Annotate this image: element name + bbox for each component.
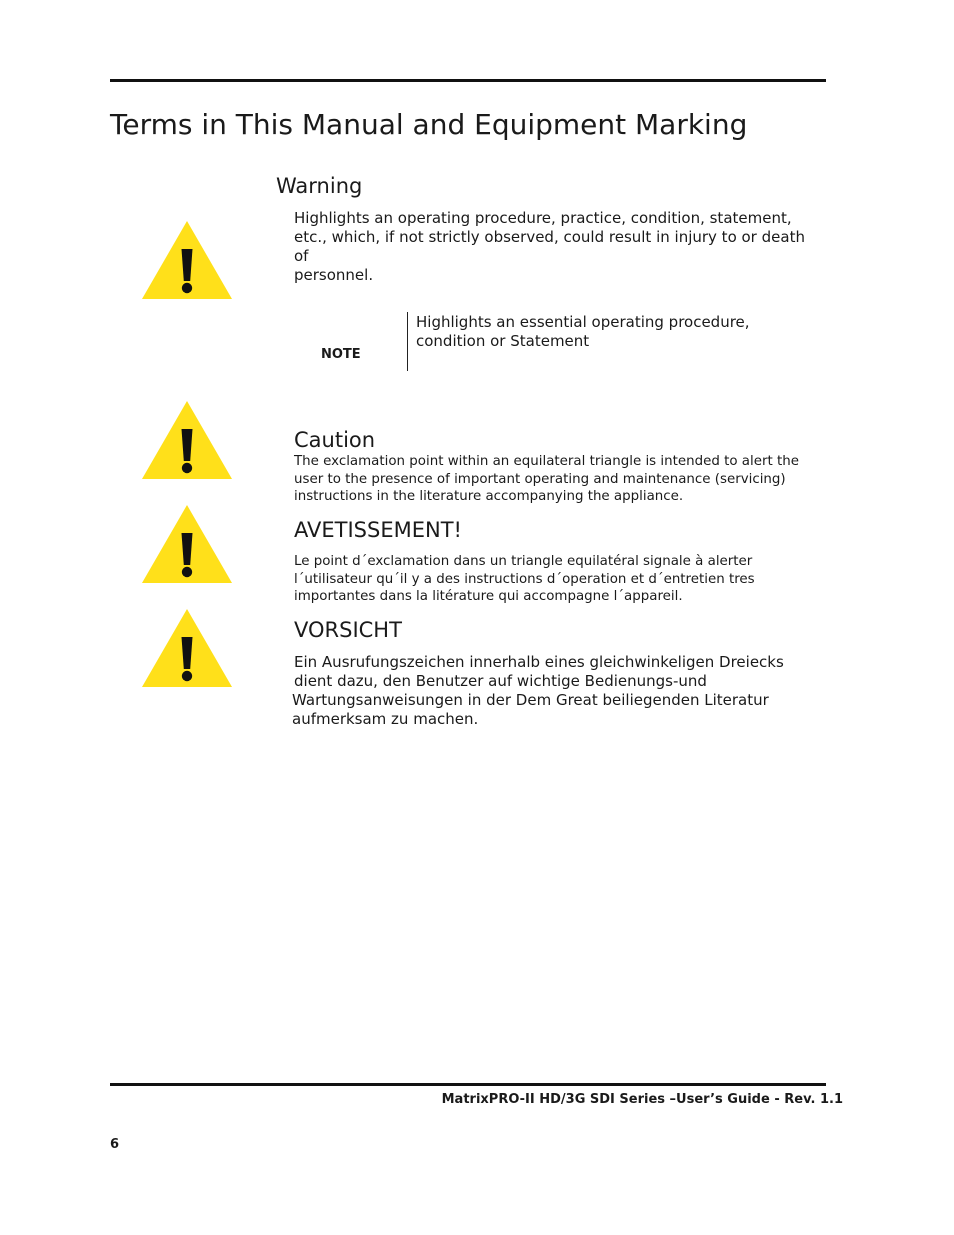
- vorsicht-line: Ein Ausrufungszeichen innerhalb eines gleichwinkeligen Dreiecks: [294, 653, 784, 671]
- footer-guide-title: MatrixPRO-II HD/3G SDI Series –User’s Guide - Rev. 1.1: [441, 1092, 843, 1107]
- warning-triangle-icon: [142, 221, 232, 299]
- page-number: 6: [110, 1137, 120, 1152]
- note-label: NOTE: [321, 347, 361, 362]
- vorsicht-line: aufmerksam zu machen.: [292, 710, 479, 728]
- vorsicht-heading: VORSICHT: [294, 618, 402, 642]
- footer-rule: [110, 1083, 826, 1086]
- caution-triangle-icon: [142, 401, 232, 479]
- caution-line: user to the presence of important operating and maintenance (servicing): [294, 471, 786, 487]
- note-divider: [407, 312, 408, 371]
- caution-text: [294, 453, 799, 506]
- avertissement-triangle-icon: [142, 505, 232, 583]
- warning-text: [294, 209, 805, 285]
- avertissement-heading: AVETISSEMENT!: [294, 518, 462, 542]
- warning-heading: Warning: [276, 174, 363, 198]
- warning-line: etc., which, if not strictly observed, could result in injury to or death: [294, 228, 805, 246]
- caution-heading: Caution: [294, 428, 376, 452]
- vorsicht-text: [294, 653, 784, 729]
- avertissement-line: importantes dans la litérature qui accompagne l´appareil.: [294, 589, 683, 604]
- warning-line: personnel.: [294, 266, 374, 284]
- vorsicht-triangle-icon: [142, 609, 232, 687]
- vorsicht-line: dient dazu, den Benutzer auf wichtige Bedienungs-und: [294, 672, 707, 690]
- vorsicht-line: Wartungsanweisungen in der Dem Great beiliegenden Literatur: [292, 691, 769, 709]
- caution-line: The exclamation point within an equilateral triangle is intended to alert the: [294, 454, 799, 469]
- note-text: [416, 313, 750, 351]
- page-title: Terms in This Manual and Equipment Marking: [110, 108, 748, 141]
- avertissement-text: [294, 553, 755, 606]
- caution-line: instructions in the literature accompanying the appliance.: [294, 489, 684, 504]
- avertissement-line: Le point d´exclamation dans un triangle equilatéral signale à alerter: [294, 554, 753, 569]
- note-line: Highlights an essential operating procedure,: [416, 313, 750, 331]
- warning-line: Highlights an operating procedure, practice, condition, statement,: [294, 209, 792, 227]
- header-rule: [110, 79, 826, 82]
- note-line: condition or Statement: [416, 332, 590, 350]
- warning-line: of: [294, 247, 309, 265]
- avertissement-line: l´utilisateur qu´il y a des instructions d´operation et d´entretien tres: [294, 571, 755, 587]
